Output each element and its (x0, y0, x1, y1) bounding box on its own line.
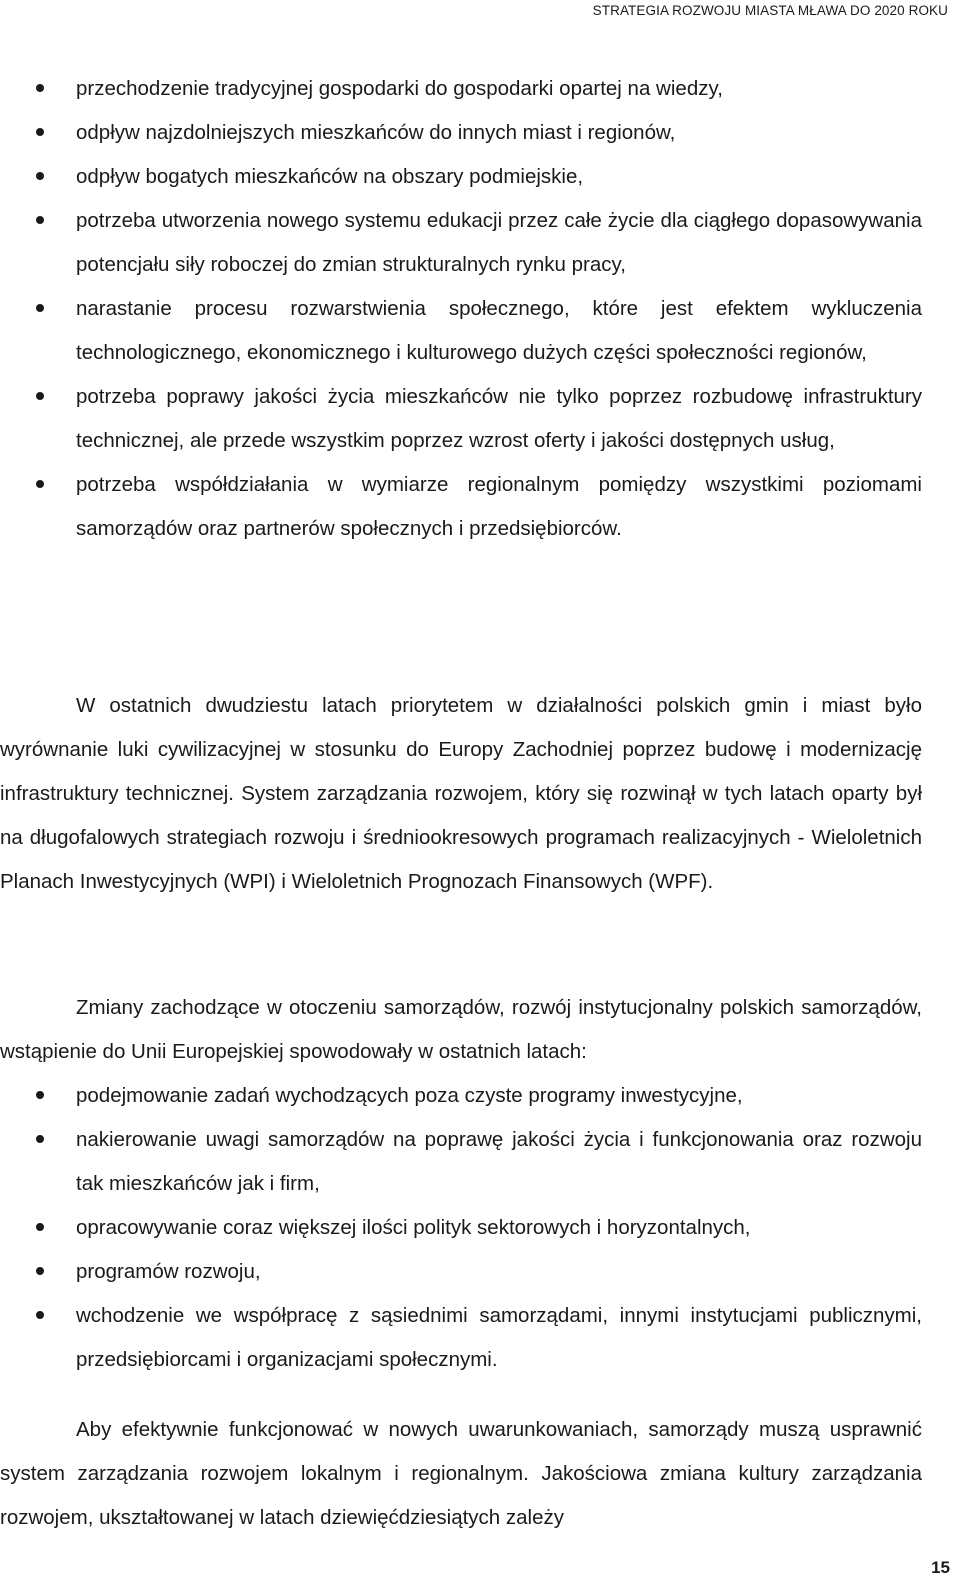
paragraph-block-2 (0, 986, 922, 1382)
bullet-icon (36, 392, 44, 400)
page-number: 15 (931, 1558, 950, 1577)
list-item-text: potrzeba poprawy jakości życia mieszkańców nie tylko poprzez rozbudowę infrastruktury technicznej, ale przede wszystkim poprzez wzrost oferty i jakości dostępnych usług, (76, 385, 922, 452)
bullet-icon (36, 84, 44, 92)
changes-list (0, 1074, 922, 1382)
bullet-icon (36, 128, 44, 136)
paragraph-block-3 (0, 1408, 922, 1540)
running-header: STRATEGIA ROZWOJU MIASTA MŁAWA DO 2020 ROKU (592, 3, 948, 18)
list-item-text: wchodzenie we współpracę z sąsiednimi samorządami, innymi instytucjami publicznymi, przedsiębiorcami i organizacjami społecznymi. (76, 1304, 922, 1371)
body-paragraph: W ostatnich dwudziestu latach priorytetem w działalności polskich gmin i miast było wyrównanie luki cywilizacyjnej w stosunku do Europy Zachodniej poprzez budowę i modernizację infrastruktury technicznej. System zarządzania rozwojem, który się rozwinął w tych latach oparty był na długofalowych strategiach rozwoju i średniookresowych programach realizacyjnych - Wieloletnich Planach Inwestycyjnych (WPI) i Wieloletnich Prognozach Finansowych (WPF). (0, 694, 922, 893)
bullet-icon (36, 216, 44, 224)
list-item-text: podejmowanie zadań wychodzących poza czyste programy inwestycyjne, (76, 1084, 743, 1107)
list-item (0, 199, 922, 287)
list-item-text: odpływ bogatych mieszkańców na obszary podmiejskie, (76, 165, 584, 188)
list-item-text: programów rozwoju, (76, 1260, 261, 1283)
list-item-text: odpływ najzdolniejszych mieszkańców do innych miast i regionów, (76, 121, 676, 144)
body-paragraph: Zmiany zachodzące w otoczeniu samorządów, rozwój instytucjonalny polskich samorządów, wstąpienie do Unii Europejskiej spowodowały w ostatnich latach: (0, 996, 922, 1063)
bullet-icon (36, 1267, 44, 1275)
list-item (0, 155, 922, 199)
challenges-list-block (0, 67, 922, 551)
list-item (0, 1250, 922, 1294)
list-item-text: nakierowanie uwagi samorządów na poprawę jakości życia i funkcjonowania oraz rozwoju tak mieszkańców jak i firm, (76, 1128, 922, 1195)
list-item-text: przechodzenie tradycyjnej gospodarki do gospodarki opartej na wiedzy, (76, 77, 723, 100)
body-paragraph: Aby efektywnie funkcjonować w nowych uwarunkowaniach, samorządy muszą usprawnić system zarządzania rozwojem lokalnym i regionalnym. Jakościowa zmiana kultury zarządzania rozwojem, ukształtowanej w latach dziewięćdziesiątych zależy (0, 1418, 922, 1529)
list-item (0, 67, 922, 111)
list-item (0, 111, 922, 155)
bullet-icon (36, 480, 44, 488)
list-item-text: narastanie procesu rozwarstwienia społecznego, które jest efektem wykluczenia technologicznego, ekonomicznego i kulturowego dużych części społeczności regionów, (76, 297, 922, 364)
bullet-icon (36, 1223, 44, 1231)
list-item (0, 1206, 922, 1250)
bullet-icon (36, 1091, 44, 1099)
list-item (0, 287, 922, 375)
bullet-icon (36, 304, 44, 312)
list-item (0, 375, 922, 463)
list-item (0, 1118, 922, 1206)
list-item-text: potrzeba utworzenia nowego systemu edukacji przez całe życie dla ciągłego dopasowywania potencjału siły roboczej do zmian strukturalnych rynku pracy, (76, 209, 922, 276)
paragraph-block-1 (0, 684, 922, 904)
list-item (0, 1294, 922, 1382)
bullet-icon (36, 172, 44, 180)
challenges-list (0, 67, 922, 551)
list-item-text: opracowywanie coraz większej ilości polityk sektorowych i horyzontalnych, (76, 1216, 751, 1239)
list-item-text: potrzeba współdziałania w wymiarze regionalnym pomiędzy wszystkimi poziomami samorządów oraz partnerów społecznych i przedsiębiorców. (76, 473, 922, 540)
list-item (0, 463, 922, 551)
list-item (0, 1074, 922, 1118)
bullet-icon (36, 1311, 44, 1319)
bullet-icon (36, 1135, 44, 1143)
